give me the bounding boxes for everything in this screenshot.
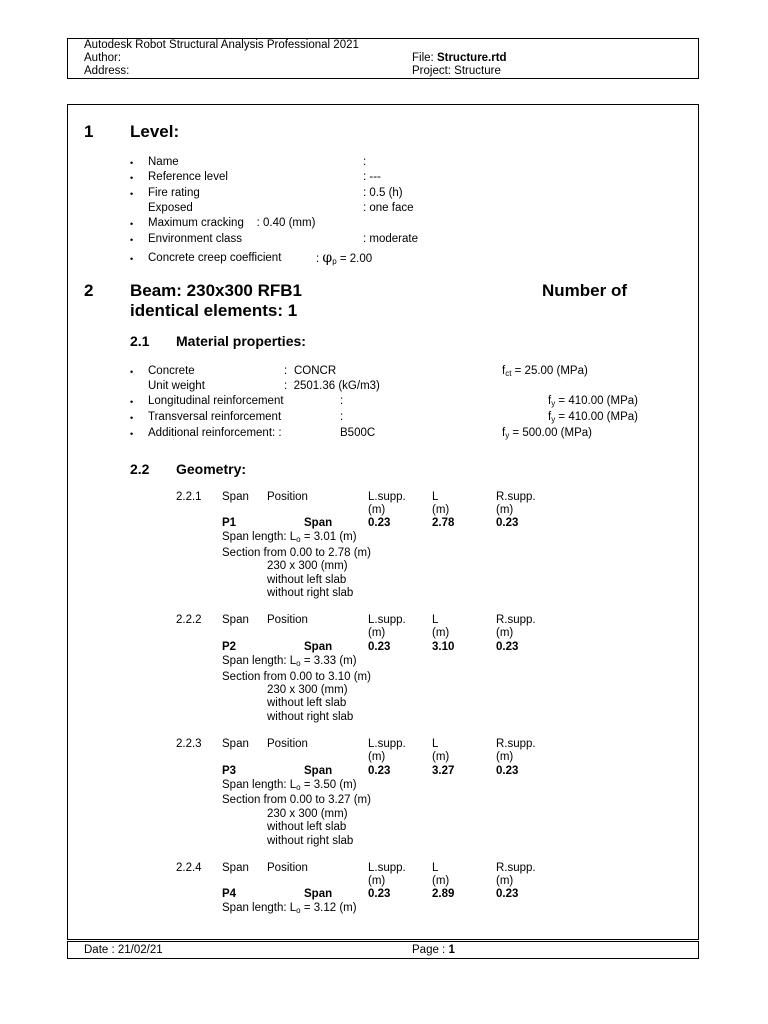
- reference-level-label: Reference level: [148, 171, 228, 183]
- page-number: 1: [448, 944, 455, 956]
- bullet-icon: •: [130, 173, 134, 183]
- right-slab: without right slab: [267, 587, 354, 599]
- maximum-cracking: Maximum cracking : 0.40 (mm): [148, 217, 316, 229]
- span-header: Span: [222, 862, 249, 874]
- concrete-colon: :: [284, 365, 288, 377]
- creep-value: = 2.00: [339, 253, 373, 265]
- span-name: P3: [222, 765, 237, 777]
- span-header: Span: [222, 491, 249, 503]
- creep-coefficient-value: [316, 250, 372, 267]
- l-value: 2.89: [432, 888, 455, 900]
- bullet-icon: •: [130, 254, 134, 264]
- lsupp-unit: (m): [368, 504, 386, 516]
- bullet-icon: •: [130, 219, 134, 229]
- concrete-label: Concrete: [148, 365, 195, 377]
- span-name: P1: [222, 517, 237, 529]
- bullet-icon: •: [130, 397, 134, 407]
- right-slab: without right slab: [267, 711, 354, 723]
- rsupp-unit: (m): [496, 504, 514, 516]
- fy-value: = 500.00 (MPa): [512, 427, 592, 439]
- fy-value: = 410.00 (MPa): [558, 411, 638, 423]
- fct-symbol: f: [502, 365, 506, 377]
- right-slab: without right slab: [267, 835, 354, 847]
- footer-page: [412, 944, 455, 957]
- lsupp-value: 0.23: [368, 641, 391, 653]
- bullet-icon: •: [130, 158, 134, 168]
- section-range: Section from 0.00 to 3.27 (m): [222, 794, 371, 806]
- rsupp-header: R.supp.: [496, 862, 536, 874]
- rsupp-header: R.supp.: [496, 491, 536, 503]
- phi-subscript: p: [332, 257, 337, 266]
- span-length: [222, 655, 357, 668]
- transversal-reinforcement-colon: :: [340, 411, 344, 423]
- span-position: Span: [304, 641, 333, 653]
- creep-coefficient-label: Concrete creep coefficient: [148, 252, 282, 264]
- span-length-value: = 3.50 (m): [303, 779, 357, 791]
- section-2-2-number: 2.2: [130, 461, 150, 477]
- rsupp-value: 0.23: [496, 888, 519, 900]
- span-length-value: = 3.33 (m): [303, 655, 357, 667]
- bullet-icon: •: [130, 413, 134, 423]
- fire-rating-label: Fire rating: [148, 187, 200, 199]
- section-2-number-of: Number of: [542, 281, 627, 300]
- section-1-title: Level:: [130, 122, 180, 141]
- page-label: Page :: [412, 944, 446, 956]
- span-position: Span: [304, 517, 333, 529]
- span-position: Span: [304, 765, 333, 777]
- fy-subscript: y: [551, 399, 556, 408]
- longitudinal-fy: [548, 395, 638, 408]
- l-header: L: [432, 614, 439, 626]
- lsupp-unit: (m): [368, 627, 386, 639]
- fy-symbol: f: [548, 395, 552, 407]
- name-value: :: [363, 156, 367, 168]
- span-header: Span: [222, 614, 249, 626]
- span-length-label: Span length: L: [222, 779, 297, 791]
- fct-subscript: ct: [505, 369, 512, 378]
- left-slab: without left slab: [267, 697, 347, 709]
- position-header: Position: [267, 862, 308, 874]
- span-name: P2: [222, 641, 237, 653]
- phi-symbol: φ: [322, 250, 333, 266]
- span-number: 2.2.2: [176, 614, 202, 626]
- position-header: Position: [267, 614, 308, 626]
- file-label: File:: [412, 52, 434, 64]
- exposed-label: Exposed: [148, 202, 193, 214]
- span-number: 2.2.3: [176, 738, 202, 750]
- fy-subscript: y: [505, 431, 510, 440]
- section-dimensions: 230 x 300 (mm): [267, 560, 348, 572]
- l-header: L: [432, 862, 439, 874]
- span-number: 2.2.4: [176, 862, 202, 874]
- lsupp-unit: (m): [368, 751, 386, 763]
- transversal-fy: [548, 411, 638, 424]
- l-unit: (m): [432, 504, 450, 516]
- fct-number: = 25.00 (MPa): [514, 365, 588, 377]
- rsupp-value: 0.23: [496, 517, 519, 529]
- lsupp-header: L.supp.: [368, 491, 406, 503]
- rsupp-unit: (m): [496, 627, 514, 639]
- position-header: Position: [267, 738, 308, 750]
- project-label: Project: Structure: [412, 65, 501, 77]
- span-length-subscript: o: [296, 535, 301, 544]
- section-dimensions: 230 x 300 (mm): [267, 684, 348, 696]
- span-length: [222, 779, 357, 792]
- software-name: Autodesk Robot Structural Analysis Professional 2021: [84, 39, 359, 51]
- fire-rating-value: : 0.5 (h): [363, 187, 403, 199]
- l-header: L: [432, 738, 439, 750]
- section-range: Section from 0.00 to 3.10 (m): [222, 671, 371, 683]
- section-2-2-title: Geometry:: [176, 461, 247, 477]
- l-unit: (m): [432, 627, 450, 639]
- span-length-value: = 3.12 (m): [303, 902, 357, 914]
- creep-colon: :: [316, 253, 320, 265]
- name-label: Name: [148, 156, 179, 168]
- lsupp-value: 0.23: [368, 517, 391, 529]
- span-length-label: Span length: L: [222, 531, 297, 543]
- footer-date: Date : 21/02/21: [84, 944, 163, 956]
- file-info: [412, 52, 507, 65]
- environment-class-label: Environment class: [148, 233, 242, 245]
- unit-weight-value: : 2501.36 (kG/m3): [284, 380, 380, 392]
- l-value: 3.10: [432, 641, 455, 653]
- l-value: 2.78: [432, 517, 455, 529]
- span-number: 2.2.1: [176, 491, 202, 503]
- rsupp-header: R.supp.: [496, 738, 536, 750]
- lsupp-value: 0.23: [368, 765, 391, 777]
- lsupp-unit: (m): [368, 875, 386, 887]
- position-header: Position: [267, 491, 308, 503]
- fy-symbol: f: [548, 411, 552, 423]
- exposed-value: : one face: [363, 202, 414, 214]
- span-length-subscript: o: [296, 783, 301, 792]
- l-value: 3.27: [432, 765, 455, 777]
- transversal-reinforcement-label: Transversal reinforcement: [148, 411, 282, 423]
- bullet-icon: •: [130, 189, 134, 199]
- section-1-number: 1: [84, 122, 94, 141]
- unit-weight-label: Unit weight: [148, 380, 205, 392]
- fy-value: = 410.00 (MPa): [558, 395, 638, 407]
- span-length-subscript: o: [296, 906, 301, 915]
- section-2-title: Beam: 230x300 RFB1: [130, 281, 302, 300]
- span-length-label: Span length: L: [222, 655, 297, 667]
- author-label: Author:: [84, 52, 122, 64]
- file-name: Structure.rtd: [436, 52, 507, 64]
- reference-level-value: : ---: [363, 171, 381, 183]
- span-length-subscript: o: [296, 659, 301, 668]
- span-length: [222, 531, 357, 544]
- section-2-number: 2: [84, 281, 94, 300]
- additional-reinforcement-value: B500C: [340, 427, 376, 439]
- section-range: Section from 0.00 to 2.78 (m): [222, 547, 371, 559]
- span-length-label: Span length: L: [222, 902, 297, 914]
- additional-reinforcement-label: Additional reinforcement: :: [148, 427, 282, 439]
- rsupp-value: 0.23: [496, 765, 519, 777]
- l-unit: (m): [432, 875, 450, 887]
- span-name: P4: [222, 888, 237, 900]
- bullet-icon: •: [130, 235, 134, 245]
- lsupp-header: L.supp.: [368, 862, 406, 874]
- bullet-icon: •: [130, 429, 134, 439]
- fy-symbol: f: [502, 427, 506, 439]
- section-2-1-number: 2.1: [130, 333, 150, 349]
- section-dimensions: 230 x 300 (mm): [267, 808, 348, 820]
- l-header: L: [432, 491, 439, 503]
- section-2-1-title: Material properties:: [176, 333, 306, 349]
- span-length: [222, 902, 357, 915]
- environment-class-value: : moderate: [363, 233, 418, 245]
- bullet-icon: •: [130, 367, 134, 377]
- fy-subscript: y: [551, 415, 556, 424]
- address-label: Address:: [84, 65, 130, 77]
- rsupp-value: 0.23: [496, 641, 519, 653]
- rsupp-unit: (m): [496, 875, 514, 887]
- left-slab: without left slab: [267, 574, 347, 586]
- fct-value: [502, 365, 588, 378]
- span-header: Span: [222, 738, 249, 750]
- left-slab: without left slab: [267, 821, 347, 833]
- l-unit: (m): [432, 751, 450, 763]
- lsupp-header: L.supp.: [368, 738, 406, 750]
- additional-fy: [502, 427, 592, 440]
- span-length-value: = 3.01 (m): [303, 531, 357, 543]
- span-position: Span: [304, 888, 333, 900]
- lsupp-header: L.supp.: [368, 614, 406, 626]
- concrete-value: CONCR: [294, 365, 337, 377]
- rsupp-header: R.supp.: [496, 614, 536, 626]
- longitudinal-reinforcement-colon: :: [340, 395, 344, 407]
- rsupp-unit: (m): [496, 751, 514, 763]
- section-2-identical-elements: identical elements: 1: [130, 301, 298, 320]
- lsupp-value: 0.23: [368, 888, 391, 900]
- longitudinal-reinforcement-label: Longitudinal reinforcement: [148, 395, 284, 407]
